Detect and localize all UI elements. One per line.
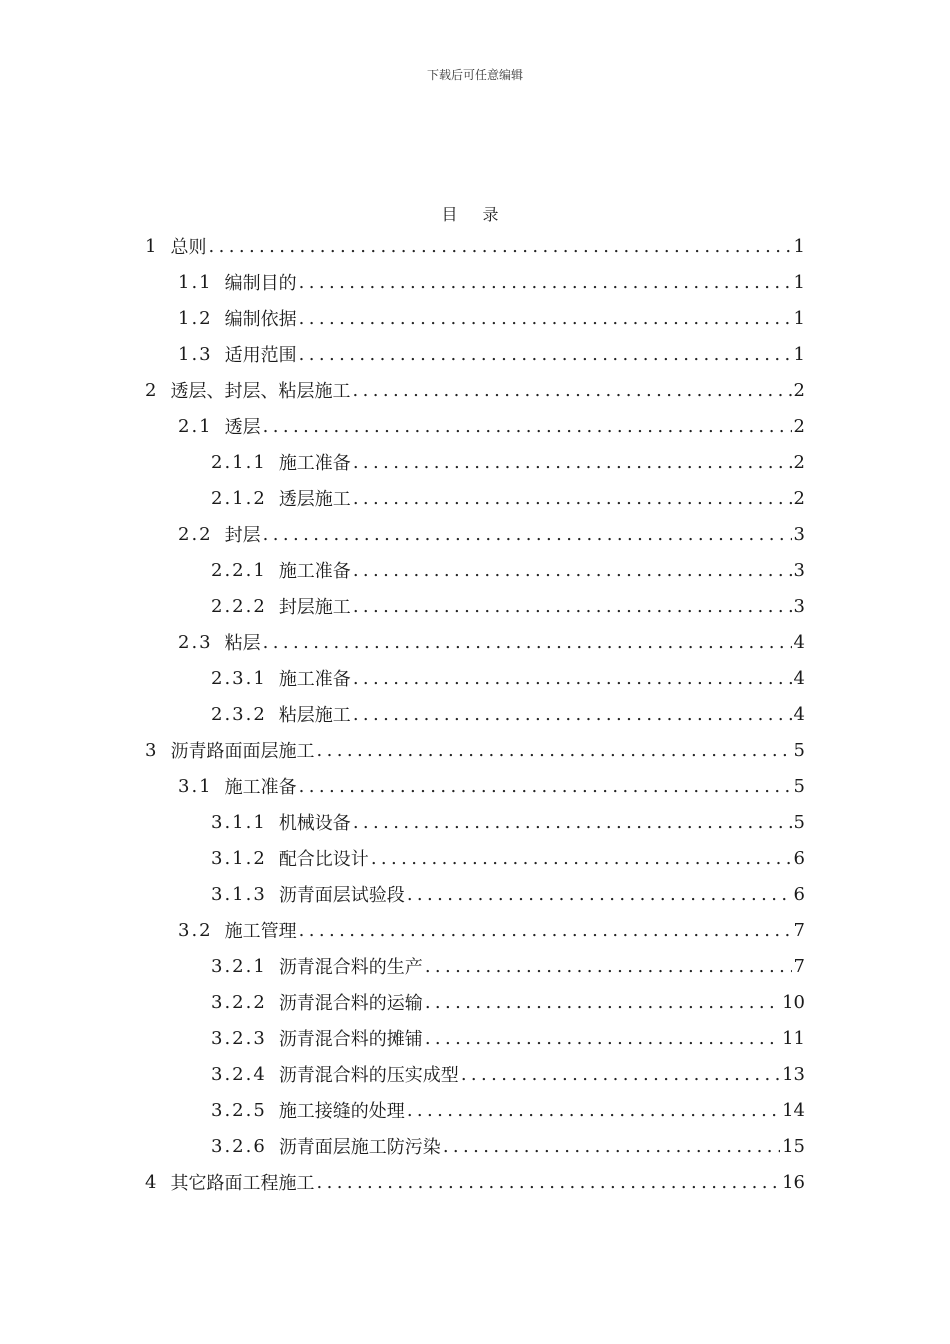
- toc-entry-number: 1.2: [178, 307, 213, 329]
- dot-leader: [316, 1172, 780, 1193]
- toc-entry-page: 5: [793, 739, 805, 761]
- toc-entry-title: 其它路面工程施工: [170, 1173, 315, 1194]
- toc-entry-page: 2: [793, 451, 805, 473]
- toc-entry-page: 1: [793, 235, 805, 257]
- toc-entry-number: 2.2: [178, 523, 213, 545]
- toc-entry[interactable]: [211, 1128, 805, 1164]
- toc-entry[interactable]: [178, 768, 805, 804]
- toc-entry-number: 2.3: [178, 631, 213, 653]
- dot-leader: [407, 1100, 780, 1121]
- toc-entry[interactable]: [211, 1020, 805, 1056]
- toc-entry-title: 沥青混合料的运输: [278, 993, 423, 1014]
- toc-entry-number: 2.2.1: [211, 559, 267, 581]
- toc-entry-page: 1: [793, 271, 805, 293]
- toc-entry-title: 适用范围: [224, 345, 297, 366]
- toc-entry-page: 4: [793, 631, 805, 653]
- toc-entry-title: 沥青混合料的生产: [278, 957, 423, 978]
- toc-entry-page: 3: [793, 523, 805, 545]
- toc-entry-page: 15: [782, 1135, 805, 1157]
- toc-entry-number: 3.2.6: [211, 1135, 267, 1157]
- toc-entry[interactable]: [211, 876, 805, 912]
- toc-entry-title: 沥青混合料的摊铺: [278, 1029, 423, 1050]
- toc-entry-title: 透层: [224, 417, 261, 438]
- toc-entry-title: 配合比设计: [278, 849, 369, 870]
- toc-entry-page: 4: [793, 703, 805, 725]
- toc-entry[interactable]: [211, 696, 805, 732]
- toc-entry-number: 3.2.5: [211, 1099, 267, 1121]
- toc-entry-title: 粘层: [224, 633, 261, 654]
- toc-entry-title: 总则: [170, 237, 207, 258]
- dot-leader: [425, 992, 780, 1013]
- toc-entry[interactable]: [211, 552, 805, 588]
- dot-leader: [353, 704, 792, 725]
- toc-entry[interactable]: [145, 732, 805, 768]
- dot-leader: [371, 848, 792, 869]
- toc-entry-number: 2.1.1: [211, 451, 267, 473]
- toc-entry-title: 施工准备: [278, 453, 351, 474]
- toc-entry-number: 1.3: [178, 343, 213, 365]
- toc-entry-number: 2.3.2: [211, 703, 267, 725]
- toc-entry-number: 3.1: [178, 775, 213, 797]
- toc-entry[interactable]: [211, 984, 805, 1020]
- toc-entry[interactable]: [145, 372, 805, 408]
- dot-leader: [353, 596, 792, 617]
- toc-title: 目 录: [441, 205, 509, 224]
- toc-entry-number: 2.3.1: [211, 667, 267, 689]
- header-note: 下载后可任意编辑: [426, 68, 523, 82]
- toc-entry-title: 施工准备: [278, 669, 351, 690]
- toc-entry-number: 4: [145, 1171, 159, 1193]
- dot-leader: [299, 344, 792, 365]
- dot-leader: [352, 380, 791, 401]
- dot-leader: [316, 740, 791, 761]
- toc-entry-title: 沥青面层试验段: [278, 885, 405, 906]
- toc-entry[interactable]: [178, 300, 805, 336]
- toc-entry-title: 透层施工: [278, 489, 351, 510]
- toc-entry-number: 3.1.1: [211, 811, 267, 833]
- toc-entry[interactable]: [211, 948, 805, 984]
- toc-entry-page: 3: [793, 559, 805, 581]
- dot-leader: [461, 1064, 780, 1085]
- dot-leader: [443, 1136, 780, 1157]
- toc-entry[interactable]: [178, 264, 805, 300]
- toc-entry-page: 2: [793, 487, 805, 509]
- dot-leader: [353, 812, 792, 833]
- toc-entry[interactable]: [211, 588, 805, 624]
- toc-entry[interactable]: [211, 804, 805, 840]
- toc-entry-title: 编制依据: [224, 309, 297, 330]
- toc-entry-title: 机械设备: [278, 813, 351, 834]
- toc-entry-page: 10: [782, 991, 805, 1013]
- dot-leader: [263, 416, 792, 437]
- toc-entry-number: 3.2.1: [211, 955, 267, 977]
- toc-entry-number: 3: [145, 739, 159, 761]
- toc-entry-page: 6: [793, 883, 805, 905]
- toc-entry-title: 沥青路面面层施工: [170, 741, 315, 762]
- toc-entry[interactable]: [178, 408, 805, 444]
- toc-entry-page: 7: [793, 955, 805, 977]
- dot-leader: [299, 920, 792, 941]
- toc-entry-page: 5: [793, 775, 805, 797]
- toc-entry-number: 2.1: [178, 415, 213, 437]
- toc-entry-page: 11: [782, 1027, 805, 1049]
- toc-entry-page: 14: [782, 1099, 805, 1121]
- toc-entry-title: 封层: [224, 525, 261, 546]
- dot-leader: [299, 272, 792, 293]
- dot-leader: [353, 560, 792, 581]
- dot-leader: [425, 956, 792, 977]
- toc-entry-title: 编制目的: [224, 273, 297, 294]
- toc-entry-title: 施工准备: [278, 561, 351, 582]
- toc-entry-number: 2: [145, 379, 159, 401]
- toc-entry-page: 1: [793, 307, 805, 329]
- toc-entry-number: 3.1.2: [211, 847, 267, 869]
- toc-entry[interactable]: [211, 660, 805, 696]
- dot-leader: [407, 884, 792, 905]
- toc-entry[interactable]: [211, 480, 805, 516]
- toc-entry-page: 2: [793, 379, 805, 401]
- dot-leader: [353, 668, 792, 689]
- dot-leader: [263, 524, 792, 545]
- toc-entry-number: 3.1.3: [211, 883, 267, 905]
- toc-entry-number: 3.2.2: [211, 991, 267, 1013]
- toc-entry-page: 6: [793, 847, 805, 869]
- toc-entry-page: 1: [793, 343, 805, 365]
- toc-entry-title: 施工接缝的处理: [278, 1101, 405, 1122]
- toc-entry[interactable]: [145, 1164, 805, 1200]
- toc-entry-title: 沥青面层施工防污染: [278, 1137, 441, 1158]
- toc-entry-number: 3.2: [178, 919, 213, 941]
- toc-entry-title: 粘层施工: [278, 705, 351, 726]
- toc-entry-title: 施工准备: [224, 777, 297, 798]
- toc-entry[interactable]: [211, 1092, 805, 1128]
- toc-entry-number: 3.2.3: [211, 1027, 267, 1049]
- dot-leader: [208, 236, 791, 257]
- toc-entry[interactable]: [211, 1056, 805, 1092]
- dot-leader: [299, 308, 792, 329]
- toc-entry[interactable]: [178, 336, 805, 372]
- toc-entry[interactable]: [145, 228, 805, 264]
- dot-leader: [299, 776, 792, 797]
- toc-entry-number: 2.1.2: [211, 487, 267, 509]
- toc-entry-title: 施工管理: [224, 921, 297, 942]
- toc-entry[interactable]: [178, 624, 805, 660]
- toc-entry-title: 沥青混合料的压实成型: [278, 1065, 459, 1086]
- toc-entry-number: 2.2.2: [211, 595, 267, 617]
- toc-entry-page: 13: [782, 1063, 805, 1085]
- toc-entry-title: 封层施工: [278, 597, 351, 618]
- toc-entry[interactable]: [178, 516, 805, 552]
- toc-entry[interactable]: [178, 912, 805, 948]
- toc-entry-number: 1: [145, 235, 159, 257]
- toc-entry-page: 2: [793, 415, 805, 437]
- dot-leader: [425, 1028, 780, 1049]
- toc-entry-page: 4: [793, 667, 805, 689]
- toc-entry-page: 3: [793, 595, 805, 617]
- toc-entry[interactable]: [211, 444, 805, 480]
- toc-entry-page: 5: [793, 811, 805, 833]
- toc-entry-title: 透层、封层、粘层施工: [170, 381, 351, 402]
- toc-entry-number: 1.1: [178, 271, 213, 293]
- toc-entry-page: 7: [793, 919, 805, 941]
- toc-entry-page: 16: [782, 1171, 805, 1193]
- dot-leader: [353, 452, 792, 473]
- toc-entry[interactable]: [211, 840, 805, 876]
- dot-leader: [353, 488, 792, 509]
- dot-leader: [263, 632, 792, 653]
- toc-entry-number: 3.2.4: [211, 1063, 267, 1085]
